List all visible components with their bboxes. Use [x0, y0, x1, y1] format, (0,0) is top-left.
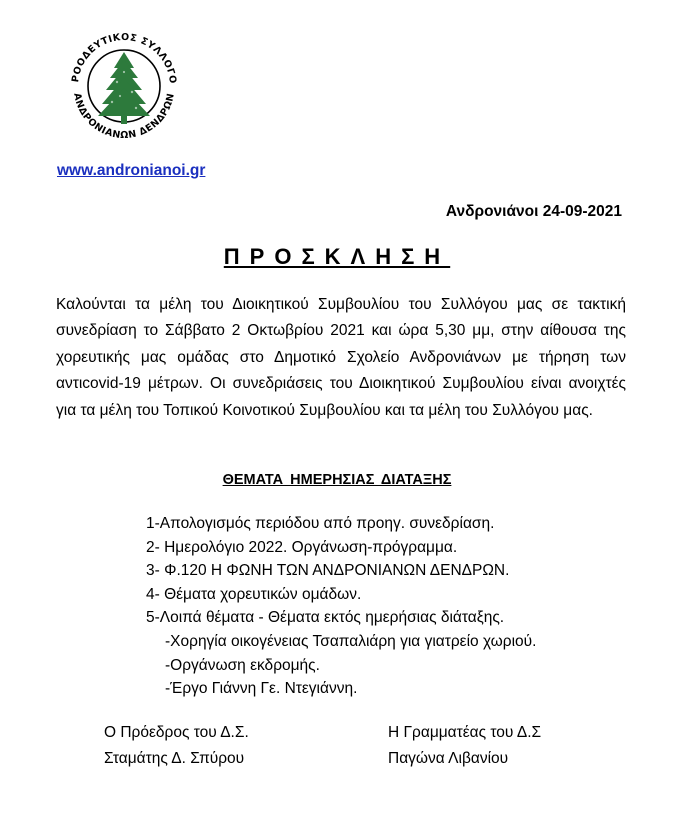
- president-title: Ο Πρόεδρος του Δ.Σ.: [104, 724, 249, 741]
- agenda-item: 1-Απολογισμός περιόδου από προηγ. συνεδρίαση.: [146, 515, 495, 532]
- agenda-sub-item: -Οργάνωση εκδρομής.: [165, 656, 320, 674]
- association-logo: [62, 32, 186, 140]
- president-name: Σταμάτης Δ. Σπύρου: [104, 750, 245, 767]
- agenda-list: [146, 512, 536, 701]
- date-line: Ανδρονιάνοι 24-09-2021: [445, 203, 622, 220]
- agenda-item: 2- Ημερολόγιο 2022. Οργάνωση-πρόγραμμα.: [146, 538, 458, 556]
- agenda-item: 4- Θέματα χορευτικών ομάδων.: [146, 585, 362, 603]
- logo-emblem: [62, 32, 186, 140]
- website-link[interactable]: www.andronianoi.gr: [57, 162, 206, 179]
- agenda-sub-item: -Έργο Γιάννη Γε. Ντεγιάννη.: [165, 680, 358, 698]
- invitation-body: Καλούνται τα μέλη του Διοικητικού Συμβουλίου του Συλλόγου μας σε τακτική συνεδρίαση το Σάββατο 2 Οκτωβρίου 2021 και ώρα 5,30 μμ, στην αίθουσα της χορευτικής μας ομάδας στο Δημοτικό Σχολείο Ανδρονιάνων με τήρηση των αντιcovid-19 μέτρων. Οι συνεδριάσεις του Διοικητικού Συμβουλίου είναι ανοιχτές για τα μέλη του Τοπικού Κοινοτικού Συμβουλίου και τα μέλη του Συλλόγου μας.: [56, 296, 626, 419]
- document-title: ΠΡΟΣΚΛΗΣΗ: [223, 244, 451, 269]
- agenda-item: 3- Φ.120 Η ΦΩΝΗ ΤΩΝ ΑΝΔΡΟΝΙΑΝΩΝ ΔΕΝΔΡΩΝ.: [146, 562, 510, 580]
- secretary-name: Παγώνα Λιβανίου: [388, 750, 509, 767]
- secretary-title: Η Γραμματέας του Δ.Σ: [388, 724, 542, 741]
- agenda-sub-item: -Χορηγία οικογένειας Τσαπαλιάρη για γιατρείο χωριού.: [165, 632, 537, 650]
- agenda-title: ΘΕΜΑΤΑ ΗΜΕΡΗΣΙΑΣ ΔΙΑΤΑΞΗΣ: [222, 472, 452, 488]
- logo-bottom-text: ΑΝΔΡΟΝΙΑΝΩΝ ΔΕΝΔΡΩΝ: [71, 92, 177, 140]
- agenda-item: 5-Λοιπά θέματα - Θέματα εκτός ημερήσιας διάταξης.: [146, 609, 505, 627]
- logo-top-text: ΡΟΟΔΕΥΤΙΚΟΣ ΣΥΛΛΟΓΟ: [70, 32, 179, 85]
